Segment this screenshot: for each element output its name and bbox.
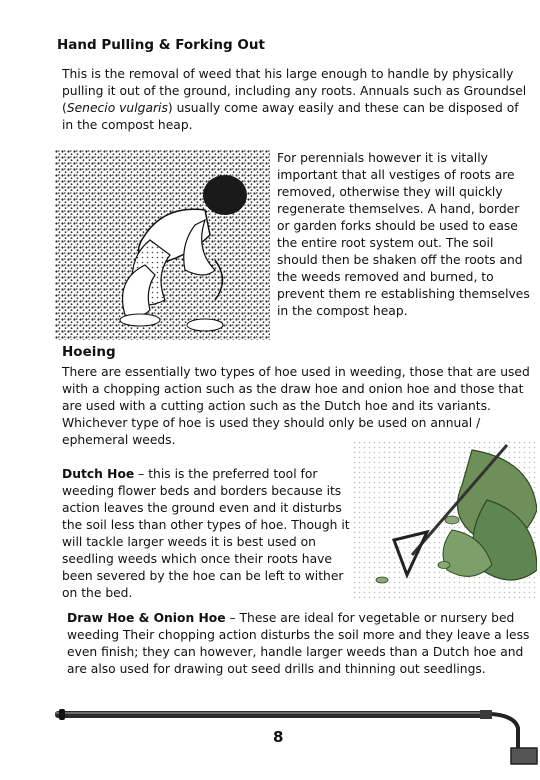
draw-hoe-term: Draw Hoe & Onion Hoe: [67, 611, 226, 625]
hoe-border-graphic: [55, 700, 540, 770]
dutch-hoe-text: – this is the preferred tool for weeding flower beds and borders because its action leaves the ground even and it disturbs the soil less than other types of hoe. Though it will tackle larger weeds it is best used on seedling weeds which once their roots have been severed by the hoe can be left to wither on the bed.: [62, 467, 350, 600]
intro-paragraph: [62, 66, 530, 134]
section-heading-hoeing: Hoeing: [62, 344, 116, 360]
dutch-hoe-paragraph: [62, 466, 352, 602]
species-name: Senecio vulgaris: [66, 101, 168, 115]
section-heading-hand-pulling: Hand Pulling & Forking Out: [57, 37, 265, 53]
page-number: 8: [273, 728, 284, 746]
draw-hoe-text: – These are ideal for vegetable or nursery bed weeding Their chopping action disturbs the soil more and they leave a less even finish; they can however, handle larger weeds than a Dutch hoe and are also used for drawing out seed drills and thinning out seedlings.: [67, 611, 530, 676]
dutch-hoe-illustration: [352, 440, 537, 600]
perennials-paragraph: For perennials however it is vitally important that all vestiges of roots are removed, otherwise they will quickly regenerate themselves. A hand, border or garden forks should be used to ease the entire root system out. The soil should then be shaken off the roots and the weeds removed and burned, to prevent them re establishing themselves in the compost heap.: [277, 151, 530, 318]
hand-weeding-illustration: [55, 150, 270, 340]
draw-hoe-paragraph: [67, 610, 532, 678]
hoeing-intro-paragraph: There are essentially two types of hoe used in weeding, those that are used with a chopping action such as the draw hoe and onion hoe and those that are used with a cutting action such as the Dutch hoe and its variants. Whichever type of hoe is used they should only be used on annual / ephemeral weeds.: [62, 365, 530, 447]
intro-text-start: This is the removal of weed that his large enough to handle by physically pulling it out of the ground, including any roots. Annuals such as Groundsel (: [62, 67, 527, 115]
intro-text-end: ) usually come away easily and these can be disposed of in the compost heap.: [62, 101, 519, 132]
dutch-hoe-term: Dutch Hoe: [62, 467, 135, 481]
